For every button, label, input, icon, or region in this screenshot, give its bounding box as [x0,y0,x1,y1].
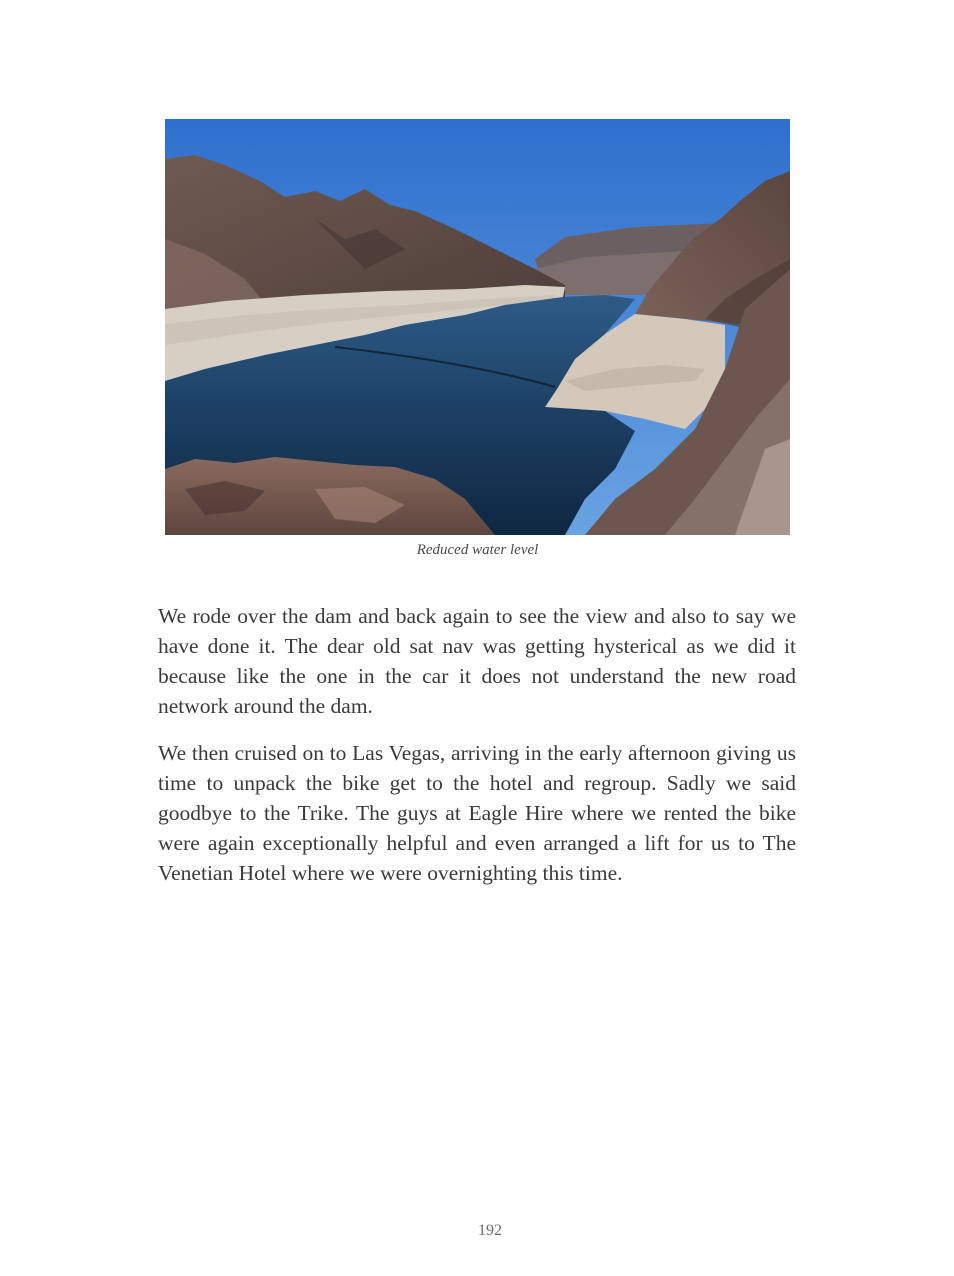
body-text [158,601,796,905]
page-number: 192 [478,1222,502,1239]
figure-caption: Reduced water level [416,542,539,558]
lake-canyon-photo [165,119,790,535]
paragraph: We rode over the dam and back again to see the view and also to say we have done it. The dear old sat nav was getting hysterical as we did it because like the one in the car it does not understand the new road network around the dam. [158,604,796,718]
paragraph: We then cruised on to Las Vegas, arriving in the early afternoon giving us time to unpack the bike get to the hotel and regroup. Sadly we said goodbye to the Trike. The guys at Eagle Hire where we rented the bike were again exceptionally helpful and even arranged a lift for us to The Venetian Hotel where we were overnighting this time. [158,741,796,885]
